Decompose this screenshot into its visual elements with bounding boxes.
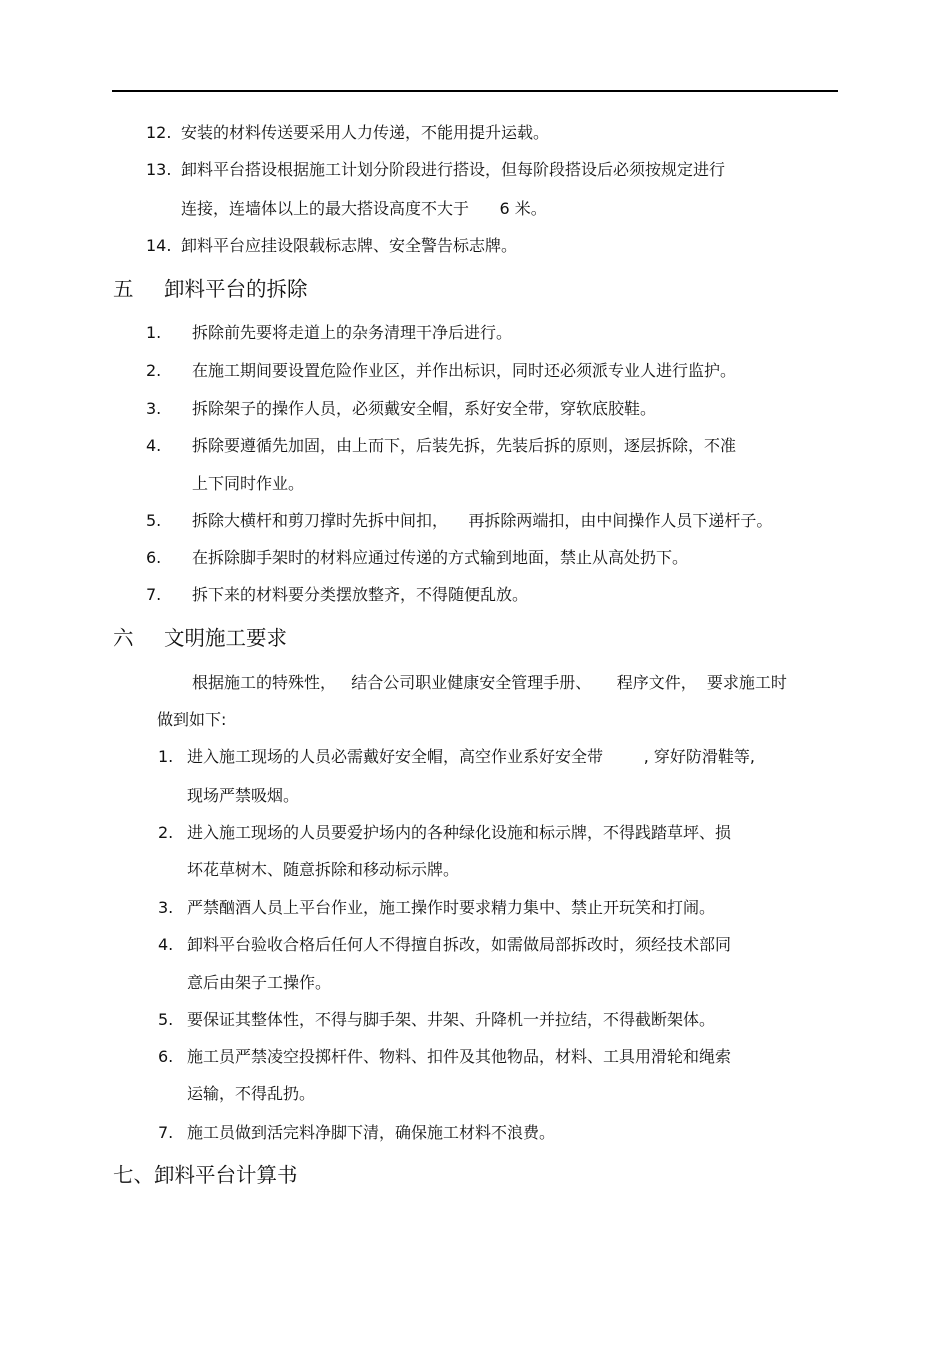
list-item-continuation: 坏花草树木、随意拆除和移动标示牌。 <box>187 860 460 879</box>
list-item-text: 卸料平台应挂设限载标志牌、安全警告标志牌。 <box>181 236 518 255</box>
section-heading: 卸料平台的拆除 <box>164 277 308 301</box>
paragraph-intro: 根据施工的特殊性， 结合公司职业健康安全管理手册、 程序文件， 要求施工时 <box>192 673 787 692</box>
list-item-text: 卸料平台验收合格后任何人不得擅自拆改，如需做局部拆改时，须经技术部同 <box>187 935 732 954</box>
list-item-continuation: 连接，连墙体以上的最大搭设高度不大于 6 米。 <box>181 199 547 218</box>
list-item-continuation: 意后由架子工操作。 <box>187 973 332 992</box>
section-number: 六 <box>113 626 134 650</box>
list-item-text: 拆除大横杆和剪刀撑时先拆中间扣， 再拆除两端扣，由中间操作人员下递杆子。 <box>192 511 773 530</box>
list-item-text: 拆除前先要将走道上的杂务清理干净后进行。 <box>192 323 513 342</box>
paragraph-intro-continuation: 做到如下: <box>157 710 227 729</box>
list-item-number: 2. <box>146 361 162 380</box>
list-item-continuation: 上下同时作业。 <box>192 474 305 493</box>
list-item-number: 7. <box>146 585 162 604</box>
section-heading: 文明施工要求 <box>164 626 287 650</box>
header-rule <box>112 90 838 92</box>
list-item-text: 在拆除脚手架时的材料应通过传递的方式输到地面，禁止从高处扔下。 <box>192 548 689 567</box>
list-item-text: 施工员严禁凌空投掷杆件、物料、扣件及其他物品，材料、工具用滑轮和绳索 <box>187 1047 732 1066</box>
list-item-number: 5. <box>158 1010 174 1029</box>
list-item-text: 在施工期间要设置危险作业区，并作出标识，同时还必须派专业人进行监护。 <box>192 361 737 380</box>
list-item-number: 5. <box>146 511 162 530</box>
list-item-number: 3. <box>146 399 162 418</box>
list-item-number: 6. <box>146 548 162 567</box>
list-item-number: 4. <box>146 436 162 455</box>
list-item-text: 卸料平台搭设根据施工计划分阶段进行搭设，但每阶段搭设后必须按规定进行 <box>181 160 726 179</box>
section-number: 五 <box>113 277 134 301</box>
list-item-number: 12. <box>146 123 172 142</box>
list-item-text: 要保证其整体性，不得与脚手架、井架、升降机一并拉结，不得截断架体。 <box>187 1010 716 1029</box>
list-item-text: 安装的材料传送要采用人力传递，不能用提升运载。 <box>181 123 550 142</box>
list-item-text: 拆下来的材料要分类摆放整齐，不得随便乱放。 <box>192 585 529 604</box>
list-item-text: 进入施工现场的人员必需戴好安全帽，高空作业系好安全带 , 穿好防滑鞋等, <box>187 747 755 766</box>
list-item-text: 拆除要遵循先加固，由上而下，后装先拆，先装后拆的原则，逐层拆除，不准 <box>192 436 737 455</box>
list-item-number: 4. <box>158 935 174 954</box>
list-item-number: 3. <box>158 898 174 917</box>
list-item-continuation: 现场严禁吸烟。 <box>187 786 300 805</box>
list-item-text: 进入施工现场的人员要爱护场内的各种绿化设施和标示牌，不得践踏草坪、损 <box>187 823 732 842</box>
list-item-number: 2. <box>158 823 174 842</box>
list-item-continuation: 运输，不得乱扔。 <box>187 1084 316 1103</box>
list-item-number: 6. <box>158 1047 174 1066</box>
list-item-text: 拆除架子的操作人员，必须戴安全帽，系好安全带，穿软底胶鞋。 <box>192 399 657 418</box>
list-item-text: 严禁酗酒人员上平台作业，施工操作时要求精力集中、禁止开玩笑和打闹。 <box>187 898 716 917</box>
list-item-text: 施工员做到活完料净脚下清，确保施工材料不浪费。 <box>187 1123 556 1142</box>
list-item-number: 1. <box>158 747 174 766</box>
list-item-number: 1. <box>146 323 162 342</box>
list-item-number: 7. <box>158 1123 174 1142</box>
list-item-number: 14. <box>146 236 172 255</box>
section-heading: 七、卸料平台计算书 <box>113 1163 298 1187</box>
list-item-number: 13. <box>146 160 172 179</box>
